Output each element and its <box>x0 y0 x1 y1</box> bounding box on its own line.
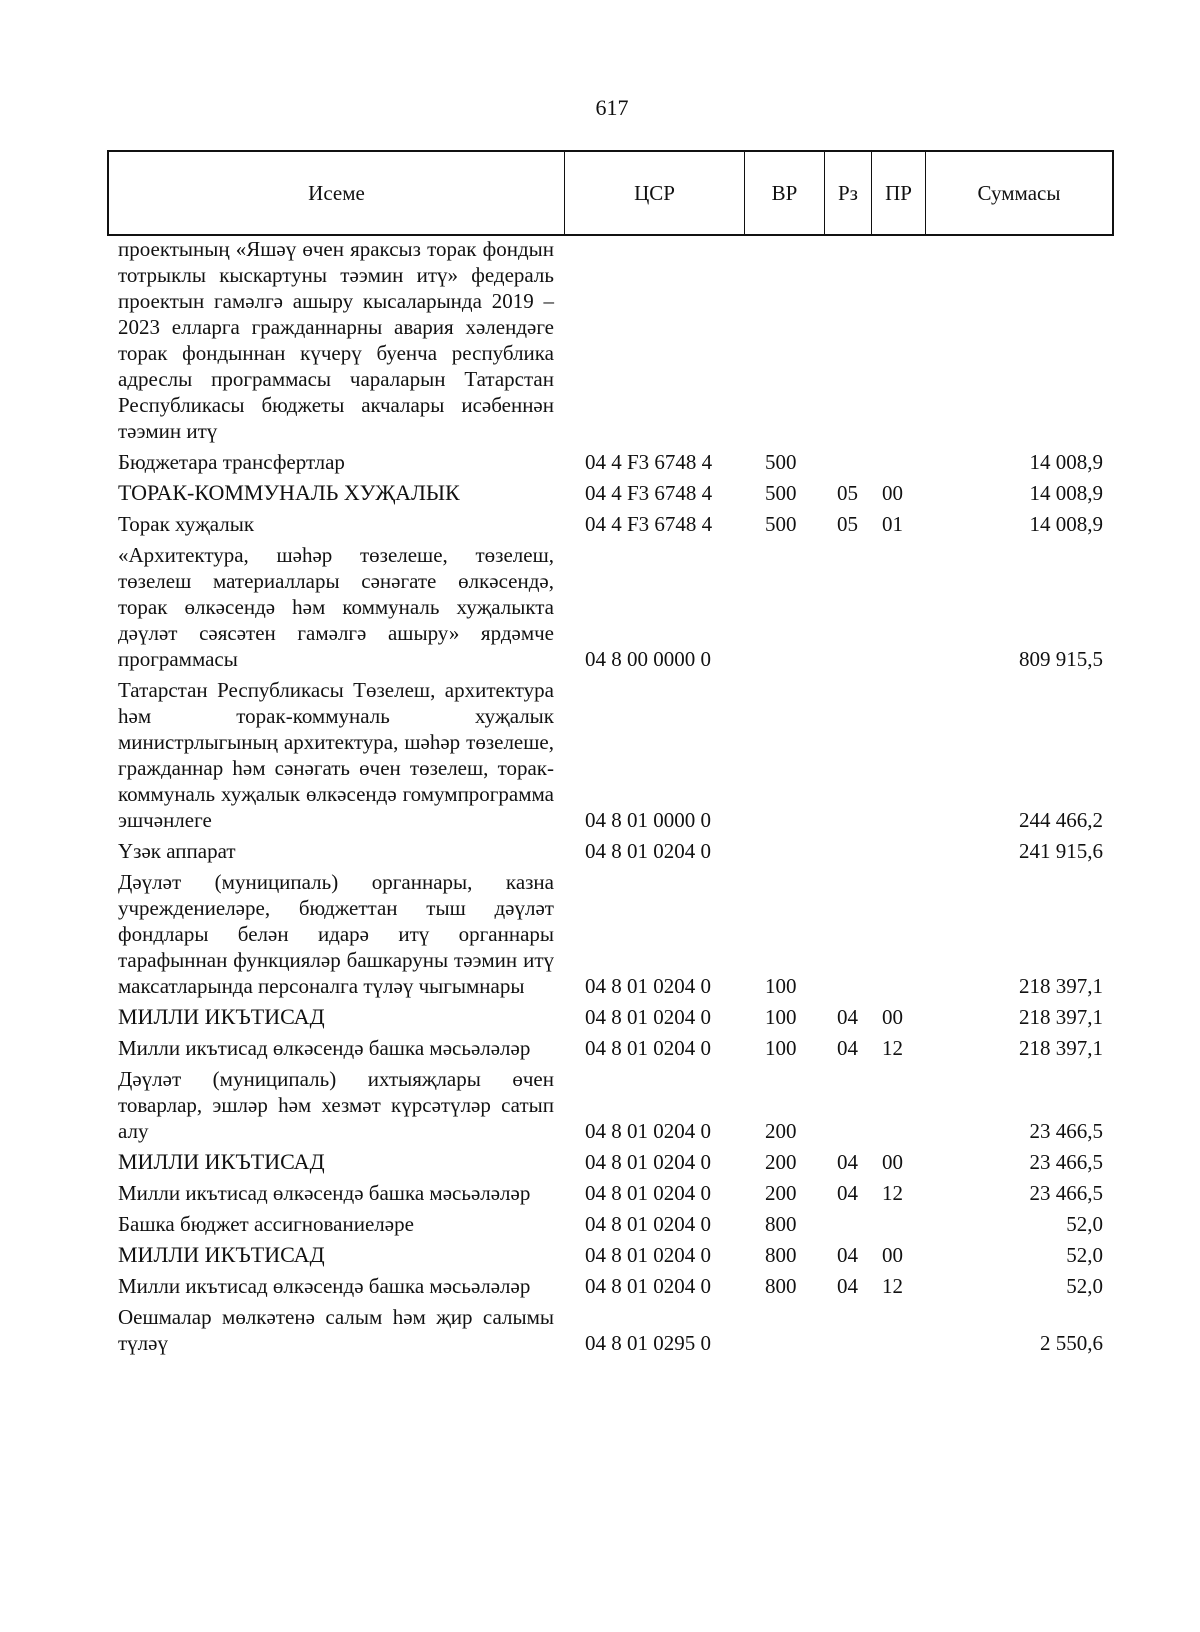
row-csr: 04 8 01 0204 0 <box>585 1243 711 1267</box>
table-row <box>107 1304 1114 1356</box>
row-csr: 04 8 01 0204 0 <box>585 1150 711 1174</box>
column-header-csr: ЦСР <box>565 152 745 234</box>
row-sum: 14 008,9 <box>1029 450 1103 474</box>
row-name: Милли икътисад өлкәсендә башка мәсьәләләр <box>118 1181 531 1205</box>
row-sum: 14 008,9 <box>1029 512 1103 536</box>
row-vr: 200 <box>765 1119 797 1143</box>
row-name: «Архитектура, шәһәр төзелеше, төзелеш, төзелеш материаллары сәнәгате өлкәсендә, торак өлкәсендә һәм коммуналь хуҗалыкта дәүләт сәясәтен гамәлгә ашыру» ярдәмче программасы <box>118 543 554 671</box>
row-name: МИЛЛИ ИКЪТИСАД <box>118 1149 325 1174</box>
row-rz: 04 <box>837 1243 858 1267</box>
row-name: Милли икътисад өлкәсендә башка мәсьәләләр <box>118 1274 531 1298</box>
row-sum: 244 466,2 <box>1019 808 1103 832</box>
row-csr: 04 4 F3 6748 4 <box>585 481 713 505</box>
row-name: Башка бюджет ассигнованиеләре <box>118 1212 414 1236</box>
row-pr: 00 <box>882 1150 903 1174</box>
table-row <box>107 869 1114 999</box>
row-vr: 500 <box>765 450 797 474</box>
row-csr: 04 8 01 0204 0 <box>585 839 711 863</box>
row-pr: 00 <box>882 481 903 505</box>
table-row <box>107 1211 1114 1237</box>
row-sum: 218 397,1 <box>1019 974 1103 998</box>
row-csr: 04 4 F3 6748 4 <box>585 512 713 536</box>
row-sum: 241 915,6 <box>1019 839 1103 863</box>
row-rz: 05 <box>837 481 858 505</box>
row-name: Үзәк аппарат <box>118 839 236 863</box>
row-vr: 500 <box>765 481 797 505</box>
table-row <box>107 236 1114 444</box>
row-vr: 100 <box>765 1005 797 1029</box>
row-sum: 218 397,1 <box>1019 1036 1103 1060</box>
row-name: Торак хуҗалык <box>118 512 255 536</box>
row-pr: 00 <box>882 1005 903 1029</box>
table-row <box>107 1242 1114 1268</box>
row-csr: 04 8 01 0204 0 <box>585 1005 711 1029</box>
row-vr: 100 <box>765 1036 797 1060</box>
row-vr: 200 <box>765 1150 797 1174</box>
row-sum: 52,0 <box>1066 1243 1103 1267</box>
column-header-pr: ПР <box>872 152 926 234</box>
row-csr: 04 8 01 0204 0 <box>585 1274 711 1298</box>
table-body <box>107 236 1114 1361</box>
row-name: МИЛЛИ ИКЪТИСАД <box>118 1004 325 1029</box>
row-csr: 04 8 01 0295 0 <box>585 1331 711 1355</box>
table-row <box>107 1035 1114 1061</box>
row-name: Милли икътисад өлкәсендә башка мәсьәләләр <box>118 1036 531 1060</box>
table-row <box>107 1066 1114 1144</box>
row-sum: 23 466,5 <box>1029 1181 1103 1205</box>
row-csr: 04 8 01 0000 0 <box>585 808 711 832</box>
row-pr: 12 <box>882 1181 903 1205</box>
row-name: Оешмалар мөлкәтенә салым һәм җир салымы түләү <box>118 1305 554 1355</box>
table-row <box>107 838 1114 864</box>
row-sum: 14 008,9 <box>1029 481 1103 505</box>
row-pr: 12 <box>882 1036 903 1060</box>
row-csr: 04 8 01 0204 0 <box>585 1181 711 1205</box>
table-row <box>107 1273 1114 1299</box>
row-sum: 2 550,6 <box>1040 1331 1103 1355</box>
row-rz: 04 <box>837 1005 858 1029</box>
row-name: ТОРАК-КОММУНАЛЬ ХУҖАЛЫК <box>118 480 460 505</box>
row-sum: 809 915,5 <box>1019 647 1103 671</box>
row-rz: 04 <box>837 1150 858 1174</box>
table-row <box>107 677 1114 833</box>
column-header-name: Исеме <box>109 152 565 234</box>
row-csr: 04 8 01 0204 0 <box>585 1036 711 1060</box>
row-csr: 04 8 01 0204 0 <box>585 1119 711 1143</box>
row-name: Татарстан Республикасы Төзелеш, архитектура һәм торак-коммуналь хуҗалык министрлыгының архитектура, шәһәр төзелеше, гражданнар һәм сәнәгать өчен төзелеш, торак-коммуналь хуҗалык өлкәсендә гомумпрограмма эшчәнлеге <box>118 678 554 832</box>
row-rz: 04 <box>837 1036 858 1060</box>
row-sum: 52,0 <box>1066 1274 1103 1298</box>
row-name: Бюджетара трансфертлар <box>118 450 345 474</box>
row-vr: 800 <box>765 1243 797 1267</box>
row-vr: 800 <box>765 1274 797 1298</box>
row-pr: 12 <box>882 1274 903 1298</box>
table-row <box>107 1004 1114 1030</box>
row-pr: 00 <box>882 1243 903 1267</box>
row-csr: 04 8 01 0204 0 <box>585 1212 711 1236</box>
row-sum: 23 466,5 <box>1029 1150 1103 1174</box>
row-name: проектының «Яшәү өчен яраксыз торак фондын тотрыклы кыскартуны тәэмин итү» федераль проектын гамәлгә ашыру кысаларында 2019 – 2023 елларга гражданнарны авария хәлендәге торак фондыннан күчерү буенча республика адреслы программасы чараларын Татарстан Республикасы бюджеты акчалары исәбеннән тәэмин итү <box>118 237 554 443</box>
column-header-rz: Рз <box>825 152 872 234</box>
row-rz: 04 <box>837 1181 858 1205</box>
row-vr: 800 <box>765 1212 797 1236</box>
row-csr: 04 8 00 0000 0 <box>585 647 711 671</box>
row-vr: 200 <box>765 1181 797 1205</box>
page-number: 617 <box>595 95 629 120</box>
column-header-vr: ВР <box>745 152 825 234</box>
row-sum: 218 397,1 <box>1019 1005 1103 1029</box>
table-row <box>107 449 1114 475</box>
row-name: Дәүләт (муниципаль) органнары, казна учреждениеләре, бюджеттан тыш дәүләт фондлары белән идарә итү органнары тарафыннан функцияләр башкаруны тәэмин итү максатларында персоналга түләү чыгымнары <box>118 870 554 998</box>
row-vr: 100 <box>765 974 797 998</box>
row-csr: 04 8 01 0204 0 <box>585 974 711 998</box>
table-header <box>107 150 1114 236</box>
row-sum: 23 466,5 <box>1029 1119 1103 1143</box>
table-row <box>107 480 1114 506</box>
row-rz: 04 <box>837 1274 858 1298</box>
row-name: МИЛЛИ ИКЪТИСАД <box>118 1242 325 1267</box>
row-name: Дәүләт (муниципаль) ихтыяҗлары өчен товарлар, эшләр һәм хезмәт күрсәтүләр сатып алу <box>118 1067 554 1143</box>
table-row <box>107 542 1114 672</box>
row-csr: 04 4 F3 6748 4 <box>585 450 713 474</box>
row-sum: 52,0 <box>1066 1212 1103 1236</box>
table-row <box>107 1180 1114 1206</box>
table-row <box>107 1149 1114 1175</box>
table-row <box>107 511 1114 537</box>
row-pr: 01 <box>882 512 903 536</box>
column-header-sum: Суммасы <box>977 180 1061 205</box>
row-vr: 500 <box>765 512 797 536</box>
row-rz: 05 <box>837 512 858 536</box>
